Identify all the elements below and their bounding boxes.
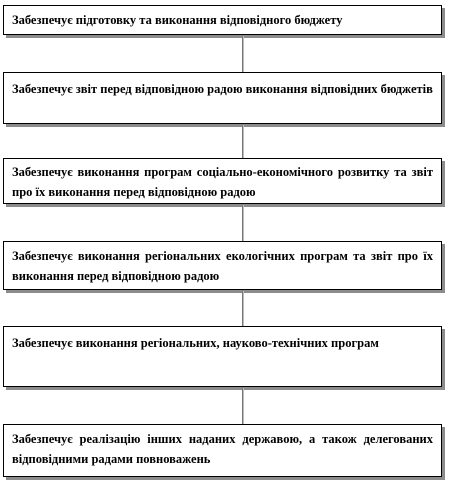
flow-box-text: Забезпечує реалізацію інших наданих державою, а також делегованих відповідними радами повноважень xyxy=(12,432,433,466)
connector-line xyxy=(242,36,243,72)
flow-box-text: Забезпечує підготовку та виконання відповідного бюджету xyxy=(12,13,343,27)
flow-box-delegated-powers xyxy=(3,424,442,477)
flow-box-socioeconomic-programs xyxy=(3,158,442,204)
flow-box-text: Забезпечує виконання регіональних, науково-технічних програм xyxy=(12,336,379,350)
flow-box-text: Забезпечує виконання програм соціально-економічного розвитку та звіт про їх виконання перед відповідною радою xyxy=(12,165,433,199)
flow-box-text: Забезпечує виконання регіональних екологічних програм та звіт про їх виконання перед відповідною радою xyxy=(12,249,433,283)
connector-line xyxy=(242,125,243,158)
flow-box-scientific-programs xyxy=(3,326,442,387)
flow-box-budget-preparation xyxy=(3,5,442,35)
connector-line xyxy=(242,291,243,326)
flow-box-text: Забезпечує звіт перед відповідною радою виконання відповідних бюджетів xyxy=(12,82,433,96)
connector-line xyxy=(242,205,243,241)
flow-box-ecological-programs xyxy=(3,241,442,290)
connector-line xyxy=(242,388,243,424)
flow-box-budget-report xyxy=(3,72,442,124)
